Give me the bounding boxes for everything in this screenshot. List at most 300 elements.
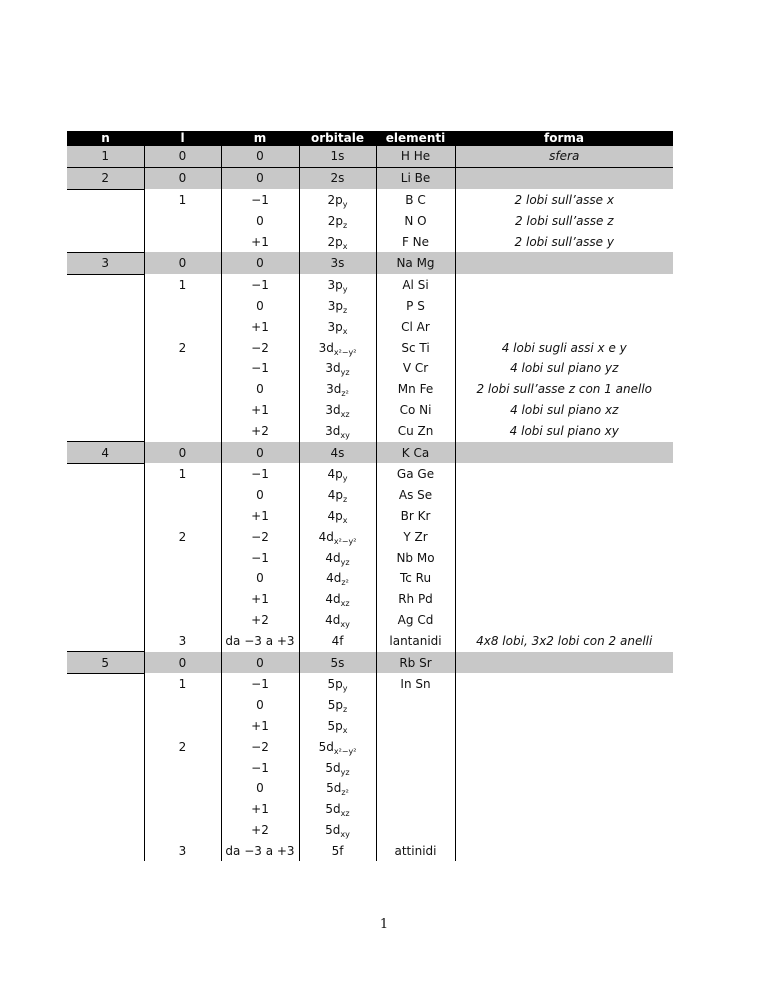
cell-m: da −3 a +3: [221, 630, 299, 651]
orbital-subscript: x: [342, 515, 348, 525]
orbital-label: 2p: [327, 192, 343, 207]
table-row: [67, 757, 673, 778]
cell-forma: [455, 589, 673, 610]
table-row: [67, 274, 673, 295]
cell-elementi: Ag Cd: [376, 610, 455, 631]
cell-elementi: Nb Mo: [376, 547, 455, 568]
cell-l: 3: [144, 840, 221, 861]
cell-forma: [455, 610, 673, 631]
orbital-label: 3p: [327, 319, 343, 334]
table-row: [67, 463, 673, 484]
cell-m: +2: [221, 820, 299, 841]
orbital-label: 3p: [327, 298, 344, 313]
orbital-subscript: z: [343, 705, 348, 715]
orbital-label: 4d: [325, 592, 341, 607]
table-row: [67, 400, 673, 421]
cell-l: 2: [144, 337, 221, 358]
cell-m: −1: [221, 358, 299, 379]
table-row: [67, 840, 673, 861]
cell-n: [67, 568, 144, 589]
cell-n: [67, 547, 144, 568]
cell-l: [144, 231, 221, 252]
cell-forma: [455, 673, 673, 694]
cell-n: [67, 400, 144, 421]
orbital-label: 2p: [327, 234, 343, 249]
cell-orbitale: [299, 716, 376, 737]
cell-forma: 2 lobi sull’asse z con 1 anello: [476, 382, 653, 397]
orbital-label: 5f: [331, 843, 344, 858]
cell-l: [144, 695, 221, 716]
cell-l: 0: [144, 252, 221, 274]
table-row: [67, 210, 673, 231]
cell-orbitale: [299, 463, 376, 484]
cell-elementi: Na Mg: [376, 252, 455, 274]
cell-forma: 2 lobi sull’asse x: [514, 192, 614, 207]
cell-orbitale: [299, 840, 376, 861]
table-row: [67, 358, 673, 379]
table-row: [67, 442, 673, 464]
orbital-subscript: z: [343, 495, 348, 505]
table-row: [67, 316, 673, 337]
cell-l: [144, 589, 221, 610]
cell-l: [144, 778, 221, 799]
cell-elementi: lantanidi: [376, 630, 455, 651]
cell-elementi: P S: [376, 296, 455, 317]
table-row: [67, 167, 673, 189]
table-row: [67, 778, 673, 799]
cell-forma: [455, 274, 673, 295]
cell-m: −2: [221, 526, 299, 547]
cell-l: [144, 820, 221, 841]
cell-n: 4: [67, 442, 144, 464]
cell-l: [144, 420, 221, 441]
orbital-subscript: x: [342, 725, 348, 735]
cell-l: [144, 210, 221, 231]
cell-forma: 4 lobi sul piano xy: [509, 424, 619, 438]
cell-m: 0: [221, 485, 299, 506]
cell-m: −1: [221, 189, 299, 210]
cell-m: 0: [221, 379, 299, 400]
cell-forma: [455, 652, 673, 674]
cell-elementi: F Ne: [376, 231, 455, 252]
cell-m: −2: [221, 736, 299, 757]
header-forma: forma: [455, 131, 673, 146]
cell-m: −1: [221, 673, 299, 694]
table-row: [67, 506, 673, 527]
cell-elementi: [376, 736, 455, 757]
cell-m: +1: [221, 716, 299, 737]
cell-forma: [455, 778, 673, 799]
cell-elementi: attinidi: [376, 840, 455, 861]
cell-n: [67, 316, 144, 337]
cell-n: [67, 231, 144, 252]
cell-m: da −3 a +3: [221, 840, 299, 861]
cell-n: 3: [67, 252, 144, 274]
orbital-label: 4p: [327, 508, 343, 523]
cell-m: −1: [221, 463, 299, 484]
cell-elementi: Tc Ru: [376, 568, 455, 589]
cell-orbitale: [299, 820, 376, 841]
cell-forma: 4 lobi sul piano yz: [510, 361, 619, 376]
orbital-label: 5p: [327, 677, 343, 692]
cell-l: [144, 547, 221, 568]
cell-forma: 2 lobi sull’asse y: [514, 234, 614, 249]
cell-elementi: V Cr: [376, 358, 455, 379]
cell-n: [67, 506, 144, 527]
orbital-subscript: x²−y²: [333, 536, 357, 546]
table-row: [67, 799, 673, 820]
cell-l: 2: [144, 526, 221, 547]
orbital-subscript: x: [342, 241, 348, 251]
cell-forma: [455, 716, 673, 737]
orbital-label: 4d: [325, 550, 341, 565]
table-row: [67, 296, 673, 317]
cell-forma: sfera: [455, 146, 673, 168]
orbital-subscript: x: [342, 326, 348, 336]
header-row: [67, 131, 673, 146]
cell-n: [67, 589, 144, 610]
cell-orbitale: [299, 274, 376, 295]
orbital-label: 4f: [331, 633, 344, 648]
cell-n: 5: [67, 652, 144, 674]
page-number: 1: [379, 917, 389, 932]
table-row: [67, 420, 673, 441]
cell-l: [144, 506, 221, 527]
cell-m: +1: [221, 316, 299, 337]
cell-orbitale: [299, 568, 376, 589]
orbital-label: 4p: [327, 488, 344, 503]
cell-elementi: H He: [376, 146, 455, 168]
cell-forma: 4 lobi sugli assi x e y: [501, 340, 627, 355]
orbital-label: 3d: [325, 424, 341, 438]
table-row: [67, 231, 673, 252]
cell-elementi: In Sn: [376, 673, 455, 694]
cell-elementi: B C: [376, 189, 455, 210]
cell-m: +1: [221, 589, 299, 610]
cell-n: [67, 337, 144, 358]
cell-m: +1: [221, 506, 299, 527]
cell-forma: [455, 463, 673, 484]
cell-n: 1: [67, 146, 144, 168]
cell-elementi: Ga Ge: [376, 463, 455, 484]
table-row: [67, 695, 673, 716]
cell-m: 0: [221, 167, 299, 189]
orbital-subscript: xz: [340, 599, 350, 609]
cell-n: [67, 210, 144, 231]
cell-orbitale: [299, 316, 376, 337]
orbital-label: 3d: [326, 382, 342, 397]
cell-n: [67, 420, 144, 441]
orbital-label: 5d: [325, 802, 341, 817]
cell-forma: [455, 506, 673, 527]
cell-elementi: [376, 716, 455, 737]
orbital-subscript: y: [342, 684, 348, 694]
cell-elementi: [376, 695, 455, 716]
cell-forma: [455, 820, 673, 841]
orbital-label: 1s: [330, 149, 345, 164]
orbital-label: 4s: [330, 445, 345, 460]
cell-m: 0: [221, 652, 299, 674]
cell-orbitale: [299, 610, 376, 631]
cell-forma: [455, 799, 673, 820]
orbital-subscript: x²−y²: [333, 347, 357, 357]
orbital-subscript: y: [342, 474, 348, 484]
orbital-subscript: xz: [340, 809, 350, 819]
cell-n: [67, 778, 144, 799]
cell-l: [144, 799, 221, 820]
cell-elementi: K Ca: [376, 442, 455, 464]
cell-orbitale: [299, 231, 376, 252]
orbital-label: 3s: [330, 256, 345, 271]
orbital-subscript: y: [342, 199, 348, 209]
table-row: [67, 189, 673, 210]
orbital-subscript: z: [343, 220, 348, 230]
cell-l: 0: [144, 167, 221, 189]
cell-l: 1: [144, 274, 221, 295]
table-row: [67, 716, 673, 737]
orbital-subscript: xy: [340, 829, 350, 839]
cell-l: 2: [144, 736, 221, 757]
cell-l: 0: [144, 442, 221, 464]
cell-orbitale: [299, 757, 376, 778]
cell-elementi: As Se: [376, 485, 455, 506]
cell-elementi: Li Be: [376, 167, 455, 189]
cell-n: [67, 526, 144, 547]
cell-elementi: Y Zr: [376, 526, 455, 547]
table-row: [67, 652, 673, 674]
cell-orbitale: [299, 695, 376, 716]
table-row: [67, 379, 673, 400]
cell-l: [144, 716, 221, 737]
cell-l: 1: [144, 189, 221, 210]
table-row: [67, 630, 673, 651]
cell-n: [67, 358, 144, 379]
table-row: [67, 610, 673, 631]
orbital-label: 3d: [325, 361, 341, 376]
cell-orbitale: [299, 296, 376, 317]
orbital-label: 3p: [327, 277, 343, 292]
cell-orbitale: [299, 379, 376, 400]
orbital-subscript: yz: [340, 368, 350, 378]
orbital-label: 3d: [318, 340, 334, 355]
cell-forma: [455, 167, 673, 189]
orbital-subscript: xy: [340, 431, 350, 440]
cell-orbitale: [299, 400, 376, 421]
orbital-label: 4d: [326, 571, 342, 586]
cell-n: 2: [67, 167, 144, 189]
cell-n: [67, 610, 144, 631]
orbital-label: 2p: [327, 213, 344, 228]
cell-elementi: [376, 799, 455, 820]
orbital-subscript: z²: [341, 389, 349, 399]
cell-orbitale: [299, 442, 376, 464]
cell-elementi: Cl Ar: [376, 316, 455, 337]
cell-n: [67, 799, 144, 820]
cell-l: [144, 610, 221, 631]
orbital-subscript: z²: [341, 788, 349, 798]
cell-l: 3: [144, 630, 221, 651]
orbital-subscript: z²: [341, 578, 349, 588]
cell-elementi: Cu Zn: [376, 420, 455, 441]
cell-elementi: Mn Fe: [376, 379, 455, 400]
cell-n: [67, 274, 144, 295]
cell-n: [67, 463, 144, 484]
cell-l: [144, 400, 221, 421]
cell-orbitale: [299, 799, 376, 820]
cell-orbitale: [299, 167, 376, 189]
cell-m: +1: [221, 400, 299, 421]
cell-m: 0: [221, 296, 299, 317]
table-row: [67, 736, 673, 757]
table-body: [67, 146, 673, 862]
header-m: m: [221, 131, 299, 146]
header-elementi: elementi: [376, 131, 455, 146]
cell-m: −2: [221, 337, 299, 358]
cell-forma: [455, 547, 673, 568]
cell-orbitale: [299, 589, 376, 610]
cell-orbitale: [299, 337, 376, 358]
cell-l: 1: [144, 463, 221, 484]
table-row: [67, 526, 673, 547]
cell-forma: 4 lobi sul piano xz: [510, 402, 619, 417]
cell-m: −1: [221, 274, 299, 295]
cell-n: [67, 485, 144, 506]
orbital-label: 5s: [330, 655, 345, 670]
cell-l: 0: [144, 652, 221, 674]
cell-m: +1: [221, 799, 299, 820]
cell-elementi: Co Ni: [376, 400, 455, 421]
cell-forma: [455, 485, 673, 506]
cell-m: +2: [221, 420, 299, 441]
cell-l: [144, 568, 221, 589]
table-header: [67, 131, 673, 146]
orbital-label: 5d: [326, 781, 342, 796]
orbital-subscript: yz: [340, 767, 350, 777]
cell-forma: [455, 840, 673, 861]
table-row: [67, 485, 673, 506]
cell-l: [144, 296, 221, 317]
orbital-label: 5p: [327, 718, 343, 733]
cell-forma: [455, 296, 673, 317]
cell-orbitale: [299, 526, 376, 547]
orbital-table: [67, 131, 673, 861]
cell-n: [67, 736, 144, 757]
orbital-label: 5d: [318, 739, 334, 754]
cell-orbitale: [299, 736, 376, 757]
cell-l: [144, 358, 221, 379]
cell-n: [67, 716, 144, 737]
orbital-label: 4d: [325, 612, 341, 627]
table-row: [67, 252, 673, 274]
cell-forma: [455, 526, 673, 547]
cell-l: [144, 379, 221, 400]
cell-l: [144, 316, 221, 337]
cell-m: 0: [221, 778, 299, 799]
orbital-subscript: yz: [340, 557, 350, 567]
cell-l: 1: [144, 673, 221, 694]
orbital-subscript: x²−y²: [333, 746, 357, 756]
cell-forma: [455, 568, 673, 589]
cell-orbitale: [299, 420, 376, 441]
orbital-subscript: y: [342, 284, 348, 294]
cell-l: 0: [144, 146, 221, 168]
cell-orbitale: [299, 506, 376, 527]
cell-forma: [455, 695, 673, 716]
orbital-label: 4p: [327, 467, 343, 482]
orbital-label: 5d: [325, 760, 341, 775]
cell-elementi: [376, 757, 455, 778]
cell-forma: 4x8 lobi, 3x2 lobi con 2 anelli: [476, 633, 653, 648]
table-row: [67, 673, 673, 694]
cell-l: [144, 485, 221, 506]
orbital-label: 2s: [330, 171, 345, 186]
cell-m: −1: [221, 757, 299, 778]
cell-m: 0: [221, 210, 299, 231]
header-orbitale: orbitale: [299, 131, 376, 146]
cell-n: [67, 695, 144, 716]
orbital-label: 3d: [325, 402, 341, 417]
cell-forma: 2 lobi sull’asse z: [514, 213, 614, 228]
cell-elementi: Rh Pd: [376, 589, 455, 610]
cell-m: +1: [221, 231, 299, 252]
cell-m: +2: [221, 610, 299, 631]
cell-elementi: Rb Sr: [376, 652, 455, 674]
table-row: [67, 547, 673, 568]
cell-n: [67, 673, 144, 694]
cell-n: [67, 757, 144, 778]
orbital-subscript: xz: [340, 409, 350, 419]
cell-n: [67, 820, 144, 841]
cell-forma: [455, 757, 673, 778]
cell-orbitale: [299, 652, 376, 674]
cell-n: [67, 296, 144, 317]
orbital-label: 5d: [325, 822, 341, 837]
cell-m: 0: [221, 442, 299, 464]
cell-orbitale: [299, 673, 376, 694]
orbital-subscript: z: [343, 305, 348, 315]
cell-elementi: [376, 820, 455, 841]
cell-orbitale: [299, 778, 376, 799]
cell-m: 0: [221, 252, 299, 274]
cell-elementi: N O: [376, 210, 455, 231]
cell-orbitale: [299, 358, 376, 379]
orbital-label: 4d: [318, 529, 334, 544]
cell-n: [67, 630, 144, 651]
cell-orbitale: [299, 630, 376, 651]
cell-forma: [455, 252, 673, 274]
cell-forma: [455, 736, 673, 757]
cell-n: [67, 379, 144, 400]
header-l: l: [144, 131, 221, 146]
cell-orbitale: [299, 252, 376, 274]
cell-n: [67, 189, 144, 210]
table-row: [67, 146, 673, 168]
cell-orbitale: [299, 146, 376, 168]
cell-elementi: [376, 778, 455, 799]
orbital-label: 5p: [327, 698, 344, 713]
cell-elementi: Sc Ti: [376, 337, 455, 358]
table-row: [67, 568, 673, 589]
table-row: [67, 589, 673, 610]
orbital-subscript: xy: [340, 619, 350, 629]
cell-forma: [455, 442, 673, 464]
cell-elementi: Al Si: [376, 274, 455, 295]
cell-m: 0: [221, 695, 299, 716]
cell-elementi: Br Kr: [376, 506, 455, 527]
cell-m: 0: [221, 146, 299, 168]
table-row: [67, 337, 673, 358]
cell-orbitale: [299, 485, 376, 506]
